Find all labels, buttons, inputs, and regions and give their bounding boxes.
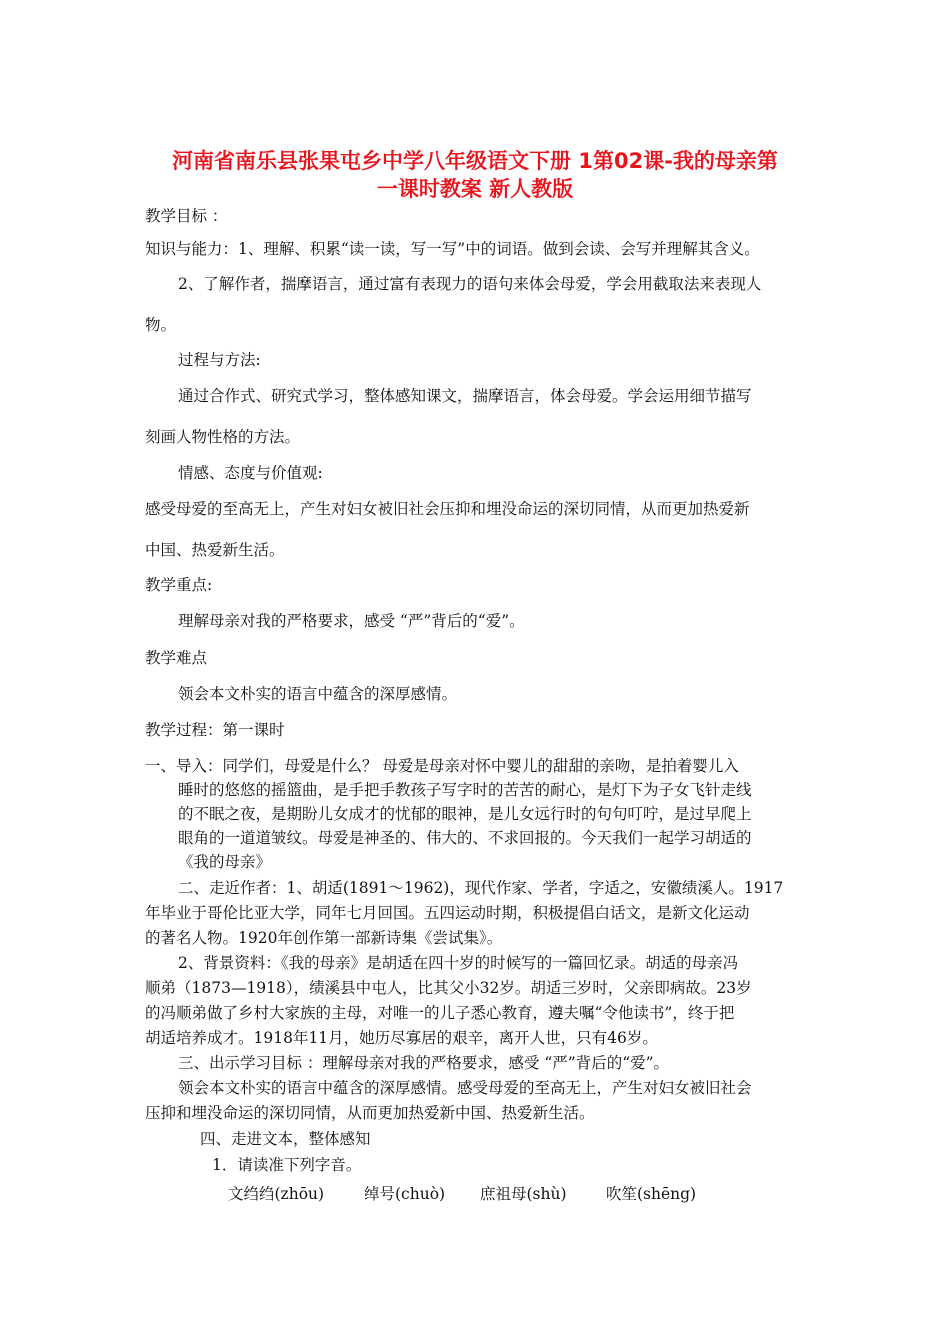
text-line: 通过合作式、研究式学习，整体感知课文，揣摩语言，体会母爱。学会运用细节描写	[178, 387, 752, 405]
text-line: 《我的母亲》	[178, 853, 272, 871]
text-line: 四、走进文本，整体感知	[200, 1130, 371, 1148]
text-line: 领会本文朴实的语言中蕴含的深厚感情。	[178, 685, 458, 703]
text-line: 2、了解作者，揣摩语言，通过富有表现力的语句来体会母爱，学会用截取法来表现人	[178, 275, 762, 293]
text-line: 的著名人物。1920年创作第一部新诗集《尝试集》。	[145, 929, 503, 947]
text-line: 知识与能力：1、理解、积累“读一读，写一写”中的词语。做到会读、会写并理解其含义。	[145, 240, 760, 258]
text-line: 1．请读准下列字音。	[212, 1156, 362, 1174]
section-label-goals: 教学目标 ：	[145, 207, 228, 225]
text-line: 的冯顺弟做了乡村大家族的主母，对唯一的儿子悉心教育，遵夫嘱“令他读书”，终于把	[145, 1004, 735, 1022]
text-line: 感受母爱的至高无上，产生对妇女被旧社会压抑和埋没命运的深切同情，从而更加热爱新	[145, 500, 750, 518]
document-title-line-1: 河南省南乐县张果屯乡中学八年级语文下册 1第02课-我的母亲第	[172, 149, 778, 173]
text-line: 压抑和埋没命运的深切同情，从而更加热爱新中国、热爱新生活。	[145, 1104, 595, 1122]
text-line: 二、走近作者：1、胡适(1891～1962)，现代作家、学者，字适之，安徽绩溪人。1917	[178, 879, 784, 897]
pinyin-item: 吹笙(shēng)	[606, 1185, 697, 1203]
text-line: 眼角的一道道皱纹。母爱是神圣的、伟大的、不求回报的。今天我们一起学习胡适的	[178, 829, 752, 847]
text-line: 睡时的悠悠的摇篮曲，是手把手教孩子写字时的苦苦的耐心，是灯下为子女飞针走线	[178, 781, 752, 799]
text-line: 胡适培养成才。1918年11月，她历尽寡居的艰辛，离开人世，只有46岁。	[145, 1029, 658, 1047]
text-line: 物。	[145, 316, 177, 334]
text-line: 年毕业于哥伦比亚大学，同年七月回国。五四运动时期，积极提倡白话文，是新文化运动	[145, 904, 750, 922]
text-line: 领会本文朴实的语言中蕴含的深厚感情。感受母爱的至高无上，产生对妇女被旧社会	[178, 1079, 752, 1097]
text-line: 的不眠之夜，是期盼儿女成才的忧郁的眼神，是儿女远行时的句句叮咛，是过早爬上	[178, 805, 752, 823]
pinyin-item: 文绉绉(zhōu)	[228, 1185, 325, 1203]
text-line: 中国、热爱新生活。	[145, 541, 285, 559]
section-label-emotion: 情感、态度与价值观:	[178, 464, 323, 482]
text-line: 2、背景资料：《我的母亲》是胡适在四十岁的时候写的一篇回忆录。胡适的母亲冯	[178, 954, 739, 972]
pinyin-item: 庶祖母(shù)	[480, 1185, 567, 1203]
pinyin-item: 绰号(chuò)	[364, 1185, 446, 1203]
section-label-process: 过程与方法:	[178, 351, 261, 369]
text-line: 刻画人物性格的方法。	[145, 428, 301, 446]
text-line: 顺弟（1873—1918），绩溪县中屯人，比其父小32岁。胡适三岁时，父亲即病故。23岁	[145, 979, 752, 997]
text-line: 一、导入：同学们，母爱是什么？ 母爱是母亲对怀中婴儿的甜甜的亲吻，是拍着婴儿入	[145, 757, 739, 775]
document-title-line-2: 一课时教案 新人教版	[376, 177, 574, 201]
text-line: 三、出示学习目标 ：理解母亲对我的严格要求，感受 “严”背后的“爱”。	[178, 1054, 670, 1072]
section-label-teaching-process: 教学过程：第一课时	[145, 721, 285, 739]
text-line: 理解母亲对我的严格要求，感受 “严”背后的“爱”。	[178, 612, 525, 630]
section-label-difficulty: 教学难点	[145, 649, 208, 667]
section-label-key-point: 教学重点:	[145, 576, 213, 594]
